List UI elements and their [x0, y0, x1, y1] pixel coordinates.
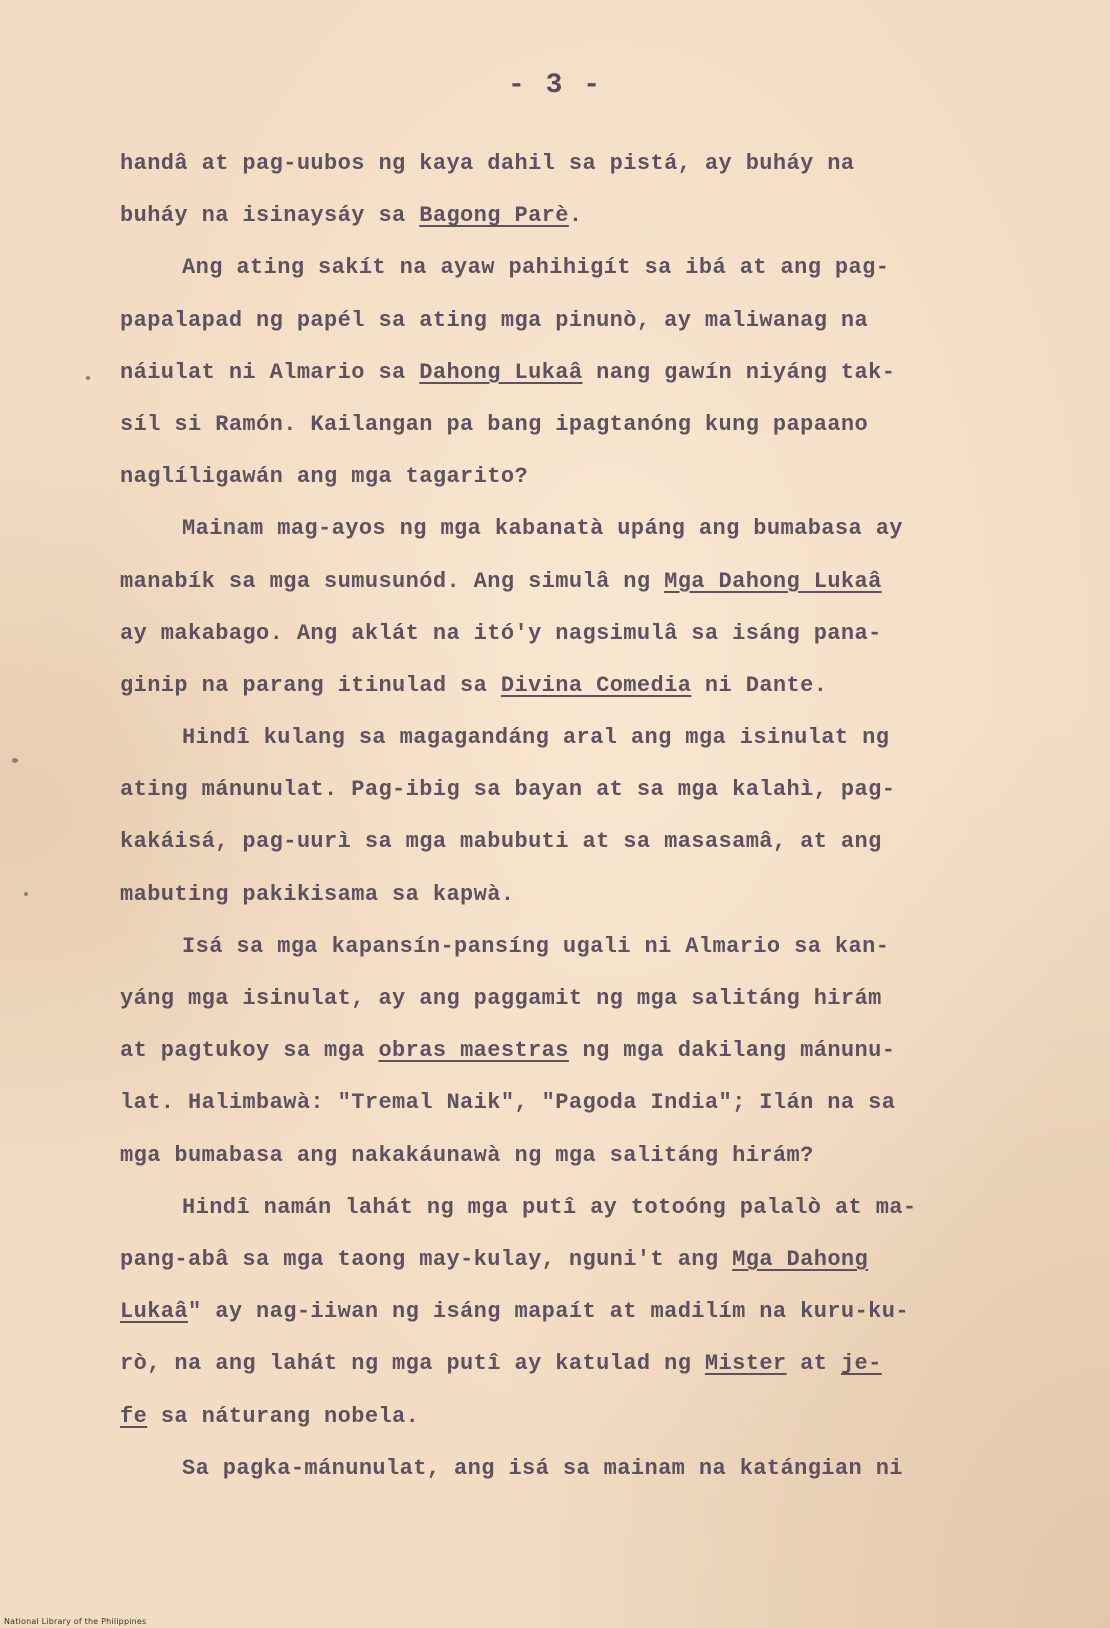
text-segment: nang gawín niyáng tak- — [582, 359, 896, 385]
ink-speck — [12, 758, 18, 763]
text-segment: náiulat ni Almario sa — [120, 359, 420, 385]
underlined-title: fe — [120, 1403, 148, 1429]
text-segment: Hindî kulang sa magagandáng aral ang mga isinulat ng — [182, 725, 890, 751]
text-segment: ni Dante. — [691, 672, 828, 698]
text-line — [120, 1338, 1040, 1390]
document-body — [120, 138, 1040, 1495]
text-line — [120, 1234, 1040, 1286]
text-line — [120, 869, 1040, 921]
underlined-title: Dahong Lukaâ — [419, 359, 583, 385]
text-segment: ng mga dakilang mánunu- — [568, 1038, 896, 1064]
text-segment: " ay nag-iiwan ng isáng mapaít at madilím na kuru-ku- — [188, 1299, 909, 1325]
text-line — [120, 973, 1040, 1025]
text-line — [120, 503, 1040, 555]
text-segment: Sa pagka-mánunulat, ang isá sa mainam na katángian ni — [182, 1455, 903, 1481]
text-segment: mga bumabasa ang nakakáunawà ng mga salitáng hirám? — [120, 1142, 814, 1168]
text-segment: Mainam mag-ayos ng mga kabanatà upáng ang bumabasa ay — [182, 516, 903, 542]
text-line — [120, 138, 1040, 190]
text-line — [120, 451, 1040, 503]
text-line — [120, 1443, 1040, 1495]
text-segment: kakáisá, pag-uurì sa mga mabubuti at sa masasamâ, at ang — [120, 829, 882, 855]
text-line — [120, 190, 1040, 242]
text-line — [120, 295, 1040, 347]
text-segment: mabuting pakikisama sa kapwà. — [120, 881, 515, 907]
underlined-title: Mga Dahong — [732, 1246, 869, 1272]
text-line — [120, 1025, 1040, 1077]
underlined-title: Mister — [704, 1351, 787, 1377]
text-segment: buháy na isinaysáy sa — [120, 203, 420, 229]
text-line — [120, 660, 1040, 712]
underlined-title: Lukaâ — [120, 1299, 189, 1325]
text-line — [120, 399, 1040, 451]
text-line — [120, 1130, 1040, 1182]
text-segment: pang-abâ sa mga taong may-kulay, nguni't ang — [120, 1246, 733, 1272]
text-line — [120, 764, 1040, 816]
underlined-title: je- — [840, 1351, 882, 1377]
text-segment: yáng mga isinulat, ay ang paggamit ng mga salitáng hirám — [120, 986, 882, 1011]
text-line — [120, 608, 1040, 660]
text-segment: at pagtukoy sa mga — [120, 1038, 379, 1064]
text-line — [120, 242, 1040, 294]
text-line — [120, 921, 1040, 973]
text-segment: manabík sa mga sumusunód. Ang simulâ ng — [120, 568, 665, 594]
underlined-title: Mga Dahong Lukaâ — [664, 568, 882, 594]
text-segment: ating mánunulat. Pag-ibig sa bayan at sa mga kalahì, pag- — [120, 777, 896, 803]
text-segment: lat. Halimbawà: "Tremal Naik", "Pagoda India"; Ilán na sa — [120, 1090, 896, 1116]
text-segment: . — [568, 203, 583, 229]
text-line — [120, 1391, 1040, 1443]
underlined-title: obras maestras — [378, 1038, 569, 1064]
underlined-title: Bagong Parè — [419, 203, 569, 229]
text-segment: Ang ating sakít na ayaw pahihigít sa ibá at ang pag- — [182, 255, 890, 281]
text-line — [120, 712, 1040, 764]
text-segment: sa náturang nobela. — [147, 1403, 420, 1429]
text-line — [120, 347, 1040, 399]
underlined-title: Divina Comedia — [500, 672, 692, 698]
page-number: - 3 - — [507, 70, 602, 101]
ink-speck — [24, 892, 28, 896]
text-line — [120, 1286, 1040, 1338]
text-segment: handâ at pag-uubos ng kaya dahil sa pistá, ay buháy na — [120, 151, 855, 176]
text-segment: rò, na ang lahát ng mga putî ay katulad ng — [120, 1351, 705, 1377]
text-segment: Isá sa mga kapansín-pansíng ugali ni Almario sa kan- — [182, 933, 890, 959]
footer-credit: National Library of the Philippines — [4, 1617, 147, 1626]
text-segment: ginip na parang itinulad sa — [120, 672, 501, 698]
text-segment: Hindî namán lahát ng mga putî ay totoóng palalò at ma- — [182, 1194, 917, 1220]
text-segment: at — [786, 1351, 841, 1377]
text-line — [120, 1077, 1040, 1129]
text-segment: papalapad ng papél sa ating mga pinunò, ay maliwanag na — [120, 307, 869, 333]
text-segment: síl si Ramón. Kailangan pa bang ipagtanóng kung papaano — [120, 411, 869, 437]
text-line — [120, 556, 1040, 608]
ink-speck — [86, 376, 90, 380]
text-segment: naglíligawán ang mga tagarito? — [120, 464, 529, 490]
text-line — [120, 816, 1040, 868]
text-segment: ay makabago. Ang aklát na itó'y nagsimulâ sa isáng pana- — [120, 620, 882, 646]
text-line — [120, 1182, 1040, 1234]
